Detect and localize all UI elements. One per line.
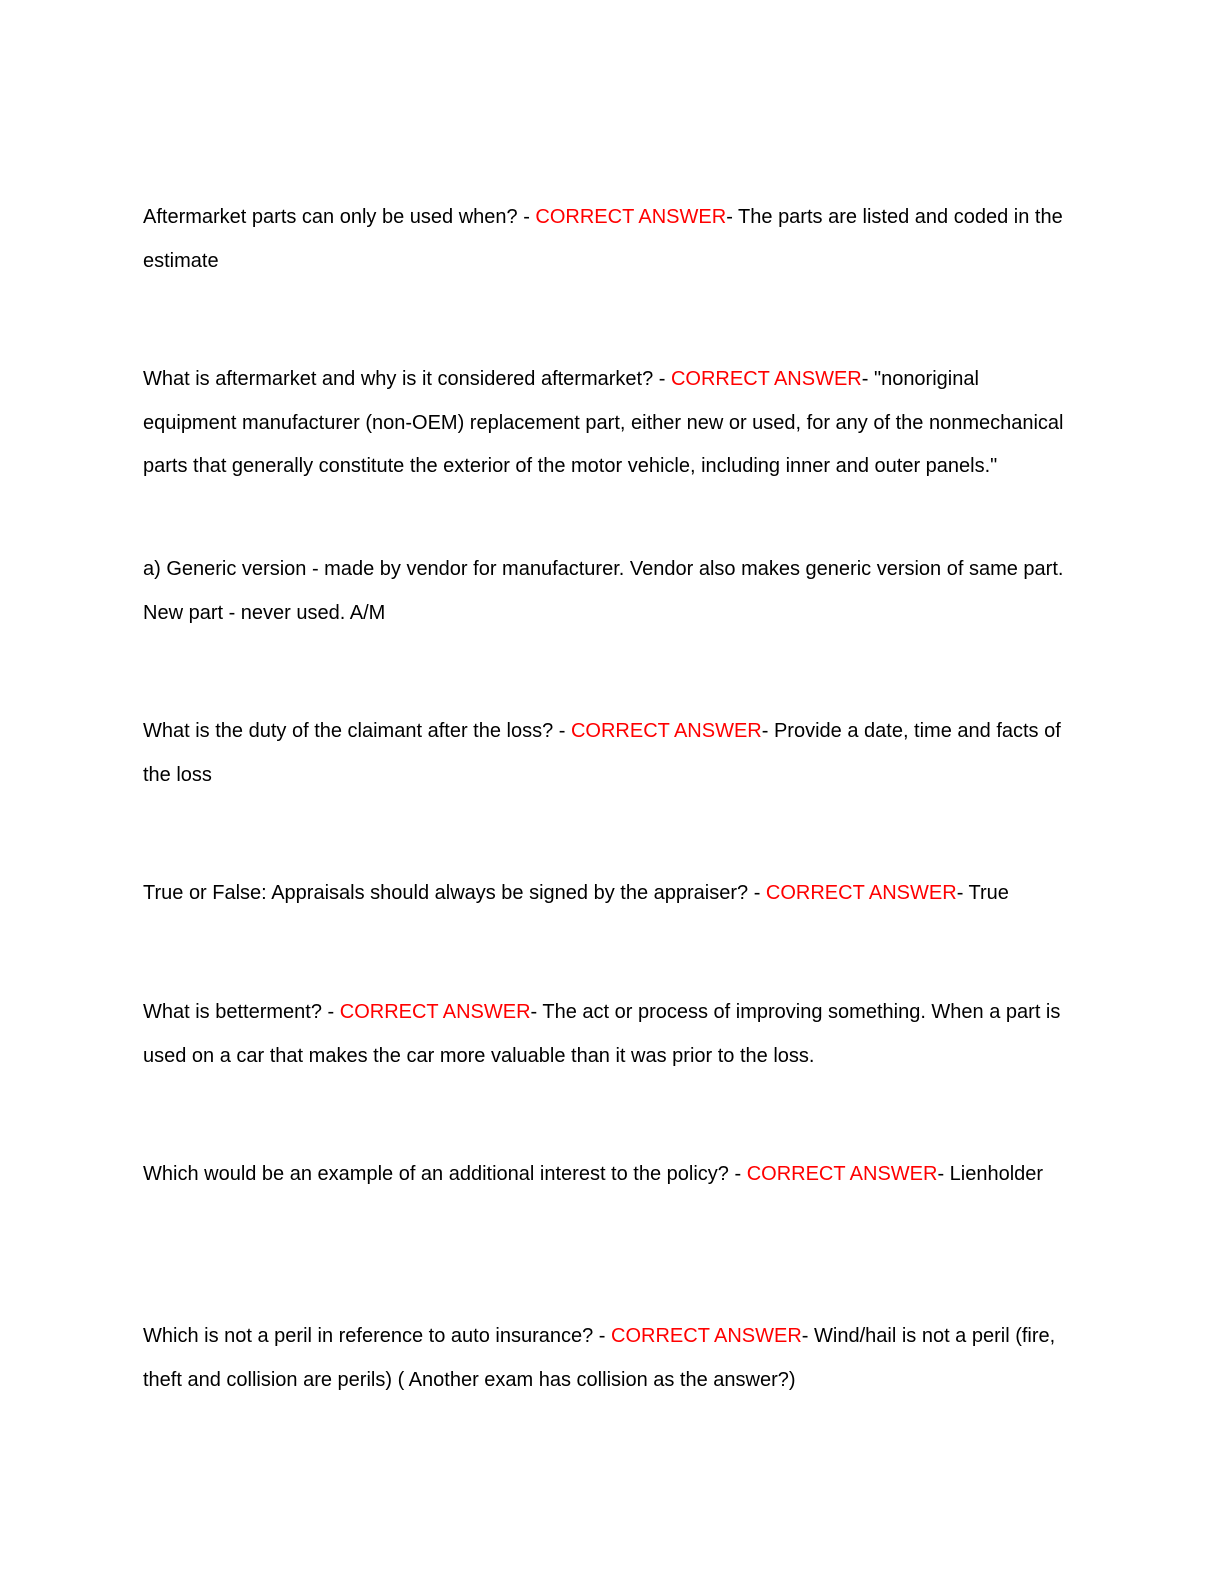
qa-item bbox=[143, 1153, 1073, 1197]
question-text: What is the duty of the claimant after the loss? - bbox=[143, 720, 571, 742]
answer-text: - The parts are listed and coded in the estimate bbox=[143, 206, 1063, 272]
qa-item bbox=[143, 710, 1073, 797]
question-text: What is aftermarket and why is it considered aftermarket? - bbox=[143, 368, 671, 390]
qa-item bbox=[143, 196, 1073, 283]
question-text: Aftermarket parts can only be used when? - bbox=[143, 206, 536, 228]
correct-answer-label: CORRECT ANSWER bbox=[570, 720, 762, 742]
answer-text: - True bbox=[956, 882, 1009, 904]
qa-item bbox=[143, 872, 1073, 916]
qa-paragraph bbox=[143, 196, 1073, 283]
qa-item bbox=[143, 991, 1073, 1078]
qa-item bbox=[143, 1315, 1073, 1402]
correct-answer-label: CORRECT ANSWER bbox=[765, 882, 957, 904]
qa-paragraph bbox=[143, 358, 1073, 489]
correct-answer-label: CORRECT ANSWER bbox=[339, 1001, 531, 1023]
qa-item-extra bbox=[143, 548, 1073, 635]
qa-paragraph bbox=[143, 991, 1073, 1078]
answer-extra-text: a) Generic version - made by vendor for manufacturer. Vendor also makes generic version of same part. New part - never used. A/M bbox=[143, 558, 1064, 624]
answer-text: - Lienholder bbox=[937, 1163, 1044, 1185]
question-text: Which would be an example of an additional interest to the policy? - bbox=[143, 1163, 747, 1185]
qa-paragraph bbox=[143, 1315, 1073, 1402]
correct-answer-label: CORRECT ANSWER bbox=[670, 368, 862, 390]
question-text: What is betterment? - bbox=[143, 1001, 340, 1023]
qa-paragraph bbox=[143, 872, 1073, 916]
qa-item bbox=[143, 358, 1073, 489]
correct-answer-label: CORRECT ANSWER bbox=[535, 206, 727, 228]
correct-answer-label: CORRECT ANSWER bbox=[746, 1163, 938, 1185]
correct-answer-label: CORRECT ANSWER bbox=[611, 1325, 802, 1347]
answer-text: - "nonoriginal equipment manufacturer (non-OEM) replacement part, either new or used, for any of the nonmechanical parts that generally constitute the exterior of the motor vehicle, including inner and outer panels." bbox=[143, 368, 1064, 477]
question-text: Which is not a peril in reference to auto insurance? - bbox=[143, 1325, 612, 1347]
question-text: True or False: Appraisals should always be signed by the appraiser? - bbox=[143, 882, 766, 904]
qa-paragraph bbox=[143, 1153, 1073, 1197]
answer-text: - Provide a date, time and facts of the loss bbox=[143, 720, 1061, 786]
answer-text: - The act or process of improving something. When a part is used on a car that makes the car more valuable than it was prior to the loss. bbox=[143, 1001, 1061, 1067]
answer-text: - Wind/hail is not a peril (fire, theft and collision are perils) ( Another exam has collision as the answer?) bbox=[143, 1325, 1056, 1391]
qa-paragraph bbox=[143, 710, 1073, 797]
